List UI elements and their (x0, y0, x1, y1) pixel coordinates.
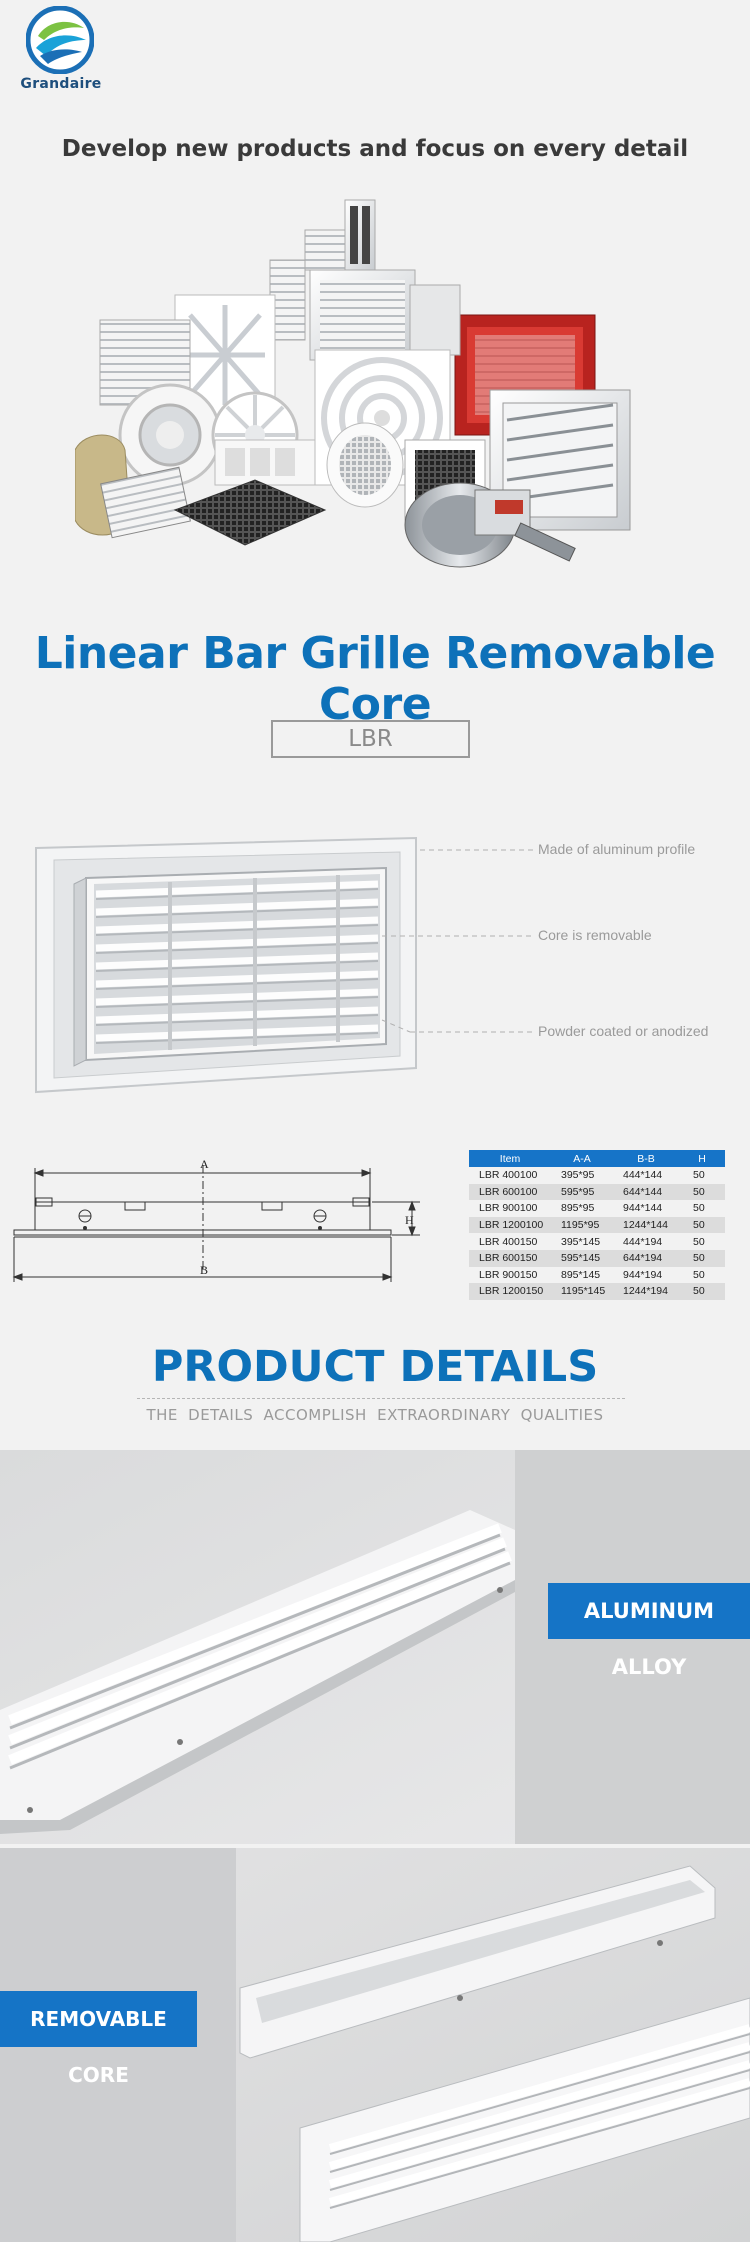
cell: 50 (679, 1250, 725, 1267)
model-code-box: LBR (271, 720, 470, 758)
cell: LBR 400150 (469, 1233, 551, 1250)
aluminum-alloy-badge: ALUMINUM ALLOY (548, 1583, 750, 1639)
cell: LBR 400100 (469, 1167, 551, 1184)
table-row (469, 1200, 725, 1217)
technical-drawing (0, 1140, 430, 1290)
logo-swirl-icon (26, 6, 94, 74)
table-row (469, 1184, 725, 1201)
cell: LBR 1200150 (469, 1283, 551, 1300)
cell: 644*194 (613, 1250, 679, 1267)
table-row (469, 1267, 725, 1284)
dim-h-label: H (405, 1213, 414, 1227)
cell: LBR 600150 (469, 1250, 551, 1267)
cell: 1244*144 (613, 1217, 679, 1234)
col-b-b: B-B (613, 1150, 679, 1167)
product-title: Linear Bar Grille Removable Core (34, 628, 716, 730)
grille-feature-diagram (20, 820, 740, 1110)
cell: LBR 900100 (469, 1200, 551, 1217)
cell: 395*95 (551, 1167, 613, 1184)
cell: 644*144 (613, 1184, 679, 1201)
cell: 50 (679, 1283, 725, 1300)
cell: 595*95 (551, 1184, 613, 1201)
removable-core-photo (0, 1848, 750, 2242)
dim-b-label: B (200, 1263, 209, 1277)
cell: 1195*145 (551, 1283, 613, 1300)
cell: 895*95 (551, 1200, 613, 1217)
cell: 1244*194 (613, 1283, 679, 1300)
aluminum-alloy-photo (0, 1450, 750, 1844)
cell: 944*144 (613, 1200, 679, 1217)
cell: 444*144 (613, 1167, 679, 1184)
tagline: Develop new products and focus on every detail (61, 136, 689, 162)
callout-powder-coated: Powder coated or anodized (538, 1023, 709, 1039)
table-row (469, 1217, 725, 1234)
cell: LBR 1200100 (469, 1217, 551, 1234)
cell: 50 (679, 1200, 725, 1217)
spec-table (469, 1150, 725, 1300)
table-row (469, 1250, 725, 1267)
col-h: H (679, 1150, 725, 1167)
cell: 395*145 (551, 1233, 613, 1250)
dim-a-label: A (200, 1157, 209, 1171)
table-row (469, 1283, 725, 1300)
grille-illustration (20, 820, 740, 1110)
cell: LBR 900150 (469, 1267, 551, 1284)
cell: 595*145 (551, 1250, 613, 1267)
col-a-a: A-A (551, 1150, 613, 1167)
callout-core-removable: Core is removable (538, 927, 652, 943)
table-row (469, 1167, 725, 1184)
product-collage-image (75, 190, 685, 620)
brand-name: Grandaire (20, 76, 102, 92)
cell: 50 (679, 1184, 725, 1201)
cell: LBR 600100 (469, 1184, 551, 1201)
callout-aluminum-profile: Made of aluminum profile (538, 841, 696, 857)
details-divider (137, 1398, 625, 1399)
cell: 895*145 (551, 1267, 613, 1284)
removable-core-badge: REMOVABLE CORE (0, 1991, 197, 2047)
details-subtitle: THE DETAILS ACCOMPLISH EXTRAORDINARY QUALITIES (146, 1406, 604, 1424)
cell: 944*194 (613, 1267, 679, 1284)
brand-logo (16, 6, 106, 92)
cell: 444*194 (613, 1233, 679, 1250)
cell: 1195*95 (551, 1217, 613, 1234)
cell: 50 (679, 1267, 725, 1284)
col-item: Item (469, 1150, 551, 1167)
spec-table-header (469, 1150, 725, 1167)
cell: 50 (679, 1167, 725, 1184)
cell: 50 (679, 1233, 725, 1250)
table-row (469, 1233, 725, 1250)
cell: 50 (679, 1217, 725, 1234)
details-title: PRODUCT DETAILS (151, 1342, 599, 1392)
